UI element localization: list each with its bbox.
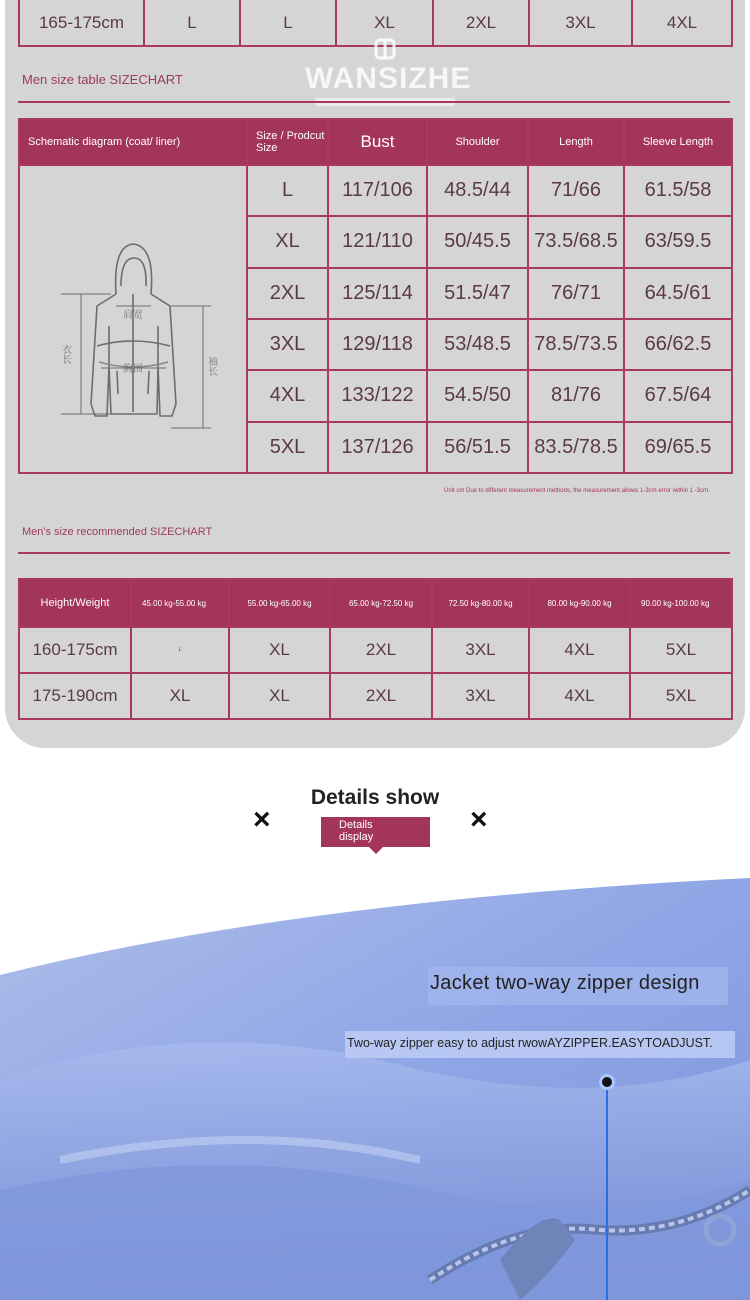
size-cell: L bbox=[240, 0, 336, 46]
callout-line bbox=[606, 1090, 608, 1300]
shoulder-cell: 48.5/44 bbox=[427, 165, 528, 216]
jacket-diagram-cell bbox=[19, 165, 247, 473]
header-diagram: Schematic diagram (coat/ liner) bbox=[19, 119, 247, 165]
bust-cell: 129/118 bbox=[328, 319, 427, 370]
header-weight-range: 65.00 kg-72.50 kg bbox=[330, 579, 432, 627]
size-cell: 3XL bbox=[247, 319, 328, 370]
header-weight-range: 55.00 kg-65.00 kg bbox=[229, 579, 330, 627]
sleeve-cell: 66/62.5 bbox=[624, 319, 732, 370]
header-weight-range: 80.00 kg-90.00 kg bbox=[529, 579, 630, 627]
diagram-label-body-length: 衣长 bbox=[59, 344, 71, 364]
size-cell: 5XL bbox=[247, 422, 328, 473]
size-cell: 3XL bbox=[529, 0, 632, 46]
header-size: Size / Prodcut Size bbox=[247, 119, 328, 165]
recommend-table-header bbox=[19, 579, 732, 627]
diagram-label-sleeve: 袖长 bbox=[205, 356, 217, 376]
recommend-table-label: Men's size recommended SIZECHART bbox=[22, 526, 213, 538]
size-cell: XL bbox=[336, 0, 433, 46]
diagram-label-chest: 胸围 bbox=[123, 364, 143, 375]
fabric-image-icon bbox=[0, 860, 750, 1300]
size-table-header bbox=[19, 119, 732, 165]
size-cell: L bbox=[144, 0, 240, 46]
feature-title: Jacket two-way zipper design bbox=[428, 967, 728, 1005]
shoulder-cell: 56/51.5 bbox=[427, 422, 528, 473]
size-cell: 2XL bbox=[330, 673, 432, 719]
height-cell: 175-190cm bbox=[19, 673, 131, 719]
size-cell: 5XL bbox=[630, 627, 732, 673]
table-row bbox=[19, 627, 732, 673]
bust-cell: 125/114 bbox=[328, 268, 427, 319]
bust-cell: 121/110 bbox=[328, 216, 427, 267]
size-cell: L bbox=[131, 627, 229, 673]
size-cell: 4XL bbox=[529, 673, 630, 719]
table-row bbox=[19, 165, 732, 216]
size-cell: 2XL bbox=[247, 268, 328, 319]
size-cell: 4XL bbox=[247, 370, 328, 421]
details-title: Details show bbox=[310, 786, 440, 809]
length-cell: 81/76 bbox=[528, 370, 624, 421]
shoulder-cell: 50/45.5 bbox=[427, 216, 528, 267]
watermark-text: WANSIZHE bbox=[305, 62, 472, 95]
size-cell: 4XL bbox=[529, 627, 630, 673]
size-table bbox=[18, 118, 733, 474]
size-cell: 3XL bbox=[432, 627, 529, 673]
feature-subtitle: Two-way zipper easy to adjust rwowAYZIPPER.EASYTOADJUST. bbox=[345, 1031, 735, 1058]
header-height-weight: Height/Weight bbox=[19, 579, 131, 627]
sleeve-cell: 67.5/64 bbox=[624, 370, 732, 421]
size-cell: 3XL bbox=[432, 673, 529, 719]
size-cell: XL bbox=[131, 673, 229, 719]
bust-cell: 137/126 bbox=[328, 422, 427, 473]
bust-cell: 133/122 bbox=[328, 370, 427, 421]
shoulder-cell: 53/48.5 bbox=[427, 319, 528, 370]
sleeve-cell: 64.5/61 bbox=[624, 268, 732, 319]
sleeve-cell: 69/65.5 bbox=[624, 422, 732, 473]
jacket-zipper-photo bbox=[0, 860, 750, 1300]
left-x-icon: × bbox=[253, 803, 271, 836]
size-table-label: Men size table SIZECHART bbox=[22, 72, 183, 87]
height-cell: 165-175cm bbox=[19, 0, 144, 46]
length-cell: 76/71 bbox=[528, 268, 624, 319]
details-subtitle: Details display bbox=[339, 819, 374, 843]
size-cell: XL bbox=[247, 216, 328, 267]
sleeve-cell: 63/59.5 bbox=[624, 216, 732, 267]
unit-note: Unit cm Due to different measurement methods, the measurement allows 1-3cm error within 1 -3cm. bbox=[444, 488, 710, 494]
size-cell: L bbox=[247, 165, 328, 216]
jacket-diagram-icon bbox=[21, 166, 245, 466]
right-x-icon: × bbox=[470, 803, 488, 836]
section-divider bbox=[18, 552, 730, 554]
length-cell: 83.5/78.5 bbox=[528, 422, 624, 473]
size-cell: 4XL bbox=[632, 0, 732, 46]
bust-cell: 117/106 bbox=[328, 165, 427, 216]
header-weight-range: 90.00 kg-100.00 kg bbox=[630, 579, 732, 627]
recommend-table bbox=[18, 578, 733, 720]
size-cell: 5XL bbox=[630, 673, 732, 719]
sleeve-cell: 61.5/58 bbox=[624, 165, 732, 216]
shoulder-cell: 54.5/50 bbox=[427, 370, 528, 421]
size-cell: 2XL bbox=[330, 627, 432, 673]
callout-pin-icon bbox=[599, 1074, 615, 1090]
header-bust: Bust bbox=[328, 119, 427, 165]
shoulder-cell: 51.5/47 bbox=[427, 268, 528, 319]
header-shoulder: Shoulder bbox=[427, 119, 528, 165]
height-cell: 160-175cm bbox=[19, 627, 131, 673]
diagram-label-shoulder: 肩宽 bbox=[123, 310, 143, 321]
size-cell: XL bbox=[229, 673, 330, 719]
size-cell: 2XL bbox=[433, 0, 529, 46]
size-cell: XL bbox=[229, 627, 330, 673]
header-sleeve: Sleeve Length bbox=[624, 119, 732, 165]
section-divider bbox=[18, 101, 730, 103]
length-cell: 71/66 bbox=[528, 165, 624, 216]
table-row bbox=[19, 673, 732, 719]
length-cell: 73.5/68.5 bbox=[528, 216, 624, 267]
brand-watermark bbox=[305, 38, 472, 106]
brand-logo-icon bbox=[373, 38, 397, 60]
details-subtitle-box bbox=[321, 817, 430, 847]
header-weight-range: 72.50 kg-80.00 kg bbox=[432, 579, 529, 627]
length-cell: 78.5/73.5 bbox=[528, 319, 624, 370]
header-weight-range: 45.00 kg-55.00 kg bbox=[131, 579, 229, 627]
header-length: Length bbox=[528, 119, 624, 165]
